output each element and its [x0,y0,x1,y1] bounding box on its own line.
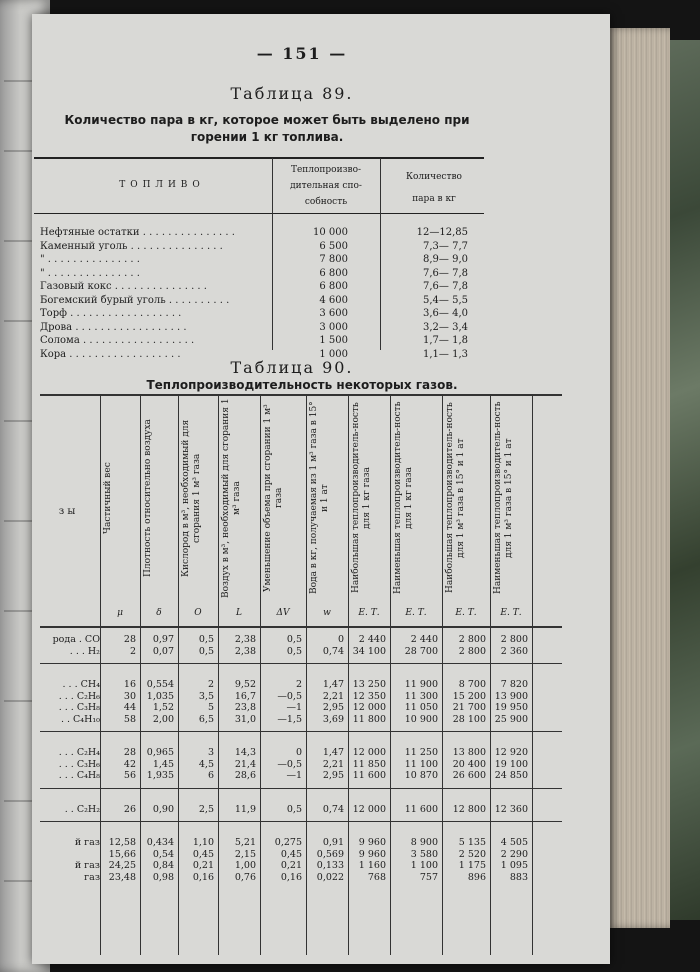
table-cell: 16,7 [234,690,256,702]
table-cell: 12 920 [494,747,528,758]
fuel-cell: Богемский бурый уголь . . . . . . . . . . [40,294,230,306]
column-symbol: Е. Т. [405,608,427,618]
table-cell: 9,52 [234,679,256,690]
table-cell: 6,5 [198,713,214,725]
table-cell: 0,74 [322,803,344,815]
fuel-cell: Каменный уголь . . . . . . . . . . . . . . . [40,240,223,252]
column-header: Кислород в м³, необходимый для сгорания 1 м³ газа [181,419,202,577]
table-cell: 2,38 [234,634,256,645]
table-cell: —0,5 [277,690,302,702]
fuel-cell: Газовый кокс . . . . . . . . . . . . . . . [40,281,207,292]
table-cell: 2 [129,645,136,657]
table-cell: 11 050 [404,702,438,713]
table-cell: 3 580 [410,848,438,860]
table-cell: 0,022 [316,871,344,883]
table-cell: 21 700 [452,702,486,713]
table-cell: 11,9 [234,803,256,815]
table-89-header-rule [34,213,484,214]
table-cell: 21,4 [234,758,256,770]
table-cell: 11 800 [352,713,386,725]
table-cell: 0,74 [322,645,344,657]
table-cell: 7 820 [500,679,528,690]
table-cell: 9 960 [358,837,386,848]
table-cell: 0,90 [152,803,174,815]
fuel-cell: " . . . . . . . . . . . . . . . [40,254,140,265]
table-cell: 13 900 [494,690,528,702]
heat-cell: 1 500 [319,335,348,346]
table-cell: —1,5 [277,713,302,725]
table-cell: 0,16 [192,871,214,883]
table-cell: 0,97 [152,634,174,645]
table-cell: 4,5 [198,758,214,770]
table-cell: 1 160 [358,860,386,871]
heat-cell: 7 800 [319,254,348,265]
table-cell: 2 440 [410,634,438,645]
table-cell: 2,21 [322,690,344,702]
table-cell: 5,21 [234,837,256,848]
table-89-top-rule [34,157,484,159]
column-symbol: δ [156,608,162,618]
table-cell: 1,035 [146,690,174,702]
table-cell: 0,5 [198,634,214,645]
gas-label: газ [84,871,100,883]
table-cell: 11 300 [404,690,438,702]
col-header-heat: Теплопроизво- дительная спо- собность [290,165,362,207]
column-symbol: Е. Т. [455,608,477,618]
table-90-caption: Теплопроизводительность некоторых газов. [146,378,458,392]
fuel-column [40,226,272,361]
fuel-cell: Солома . . . . . . . . . . . . . . . . . . [40,335,195,346]
heat-cell: 1 000 [319,348,348,360]
gas-label: й газ [74,837,100,848]
column-header: Наименьшая теплопроизводитель-ность для 1 м³ газа в 15° и 1 ат [493,401,514,595]
table-cell: 23,48 [108,871,136,883]
table-cell: 2 800 [458,634,486,645]
gas-label: рода . CO [52,634,100,645]
column-symbol: Е. Т. [358,608,380,618]
table-cell: 12 360 [494,803,528,815]
table-cell: 15,66 [108,848,136,860]
table-cell: 0,133 [316,860,344,871]
table-cell: 0,45 [280,848,302,860]
table-cell: 11 900 [404,679,438,690]
table-cell: 12 000 [352,702,386,713]
table-cell: 0,965 [146,747,174,758]
column-header: Частичный вес [103,462,113,534]
table-cell: 28 700 [404,645,438,657]
table-cell: 0,5 [198,645,214,657]
group-separator [40,731,562,732]
table-cell: 0,84 [152,860,174,871]
table-cell: 5 135 [458,837,486,848]
table-cell: 11 600 [352,770,386,781]
table-90-first-col-header: з ы [58,506,76,517]
table-cell: 1,47 [322,747,344,758]
table-cell: 1 095 [500,860,528,871]
steam-cell: 7,6— 7,8 [423,281,468,292]
fuel-cell: " . . . . . . . . . . . . . . . [40,267,140,279]
table-cell: 0,5 [286,634,302,645]
table-cell: —1 [286,770,302,781]
table-cell: 4 505 [500,837,528,848]
steam-cell: 1,1— 1,3 [423,348,468,360]
table-cell: 0,434 [146,837,174,848]
table-cell: 1 100 [410,860,438,871]
column-header: Уменьшение объема при сгорании 1 м³ газа [263,404,284,592]
table-cell: 1,45 [152,758,174,770]
table-cell: 1,52 [152,702,174,713]
table-cell: 2,95 [322,702,344,713]
table-cell: 28 100 [452,713,486,725]
table-cell: 11 600 [404,803,438,815]
column-header: Наибольшая теплопроизводитель-ность для 1 кг газа [351,402,372,594]
table-cell: 19 100 [494,758,528,770]
column-header: Вода в кг, получаемая из 1 м³ газа в 15° и 1 ат [309,401,330,595]
table-cell: 2 800 [458,645,486,657]
gas-label: . . . C₂H₄ [58,747,100,758]
gas-label: . . . C₂H₆ [58,690,100,702]
table-cell: 8 900 [410,837,438,848]
table-cell: 0,275 [274,837,302,848]
table-cell: 0,54 [152,848,174,860]
table-cell: 12 350 [352,690,386,702]
table-cell: 11 100 [404,758,438,770]
table-cell: 1,10 [192,837,214,848]
table-cell: 2,00 [152,713,174,725]
heat-cell: 6 800 [319,267,348,279]
table-cell: 24,25 [108,860,136,871]
table-cell: 0 [337,634,344,645]
table-cell: 26 [123,803,136,815]
column-header: Плотность относительно воздуха [143,419,153,577]
book-page-edges [608,28,670,928]
table-cell: 26 600 [452,770,486,781]
table-cell: 1,935 [146,770,174,781]
column-header: Воздух в м³, необходимый для сгорания 1 м³ газа [221,398,242,598]
steam-cell: 1,7— 1,8 [423,335,468,346]
table-cell: 0,76 [234,871,256,883]
heat-cell: 3 000 [319,321,348,333]
table-cell: 0,554 [146,679,174,690]
table-cell: 28 [123,747,136,758]
table-cell: 11 250 [404,747,438,758]
steam-cell: 8,9— 9,0 [423,254,468,265]
group-separator [40,663,562,664]
table-cell: 13 250 [352,679,386,690]
table-cell: 14,3 [234,747,256,758]
table-cell: 2 [295,679,302,690]
gas-label: . . . H₂ [69,645,100,657]
gas-label: . . C₂H₂ [64,803,100,815]
book-page [32,14,610,964]
steam-cell: 12—12,85 [416,227,468,238]
fuel-cell: Торф . . . . . . . . . . . . . . . . . . [40,308,182,319]
table-cell: 0,5 [286,803,302,815]
table-cell: 10 870 [404,770,438,781]
steam-cell: 7,6— 7,8 [423,267,468,279]
table-cell: 0,569 [316,848,344,860]
table-cell: 3 [207,747,214,758]
table-cell: 2 290 [500,848,528,860]
column-header: Наименьшая теплопроизводитель-ность для 1 кг газа [393,401,414,595]
gas-label: . . . CH₄ [62,679,100,690]
table-cell: 34 100 [352,645,386,657]
table-cell: 23,8 [234,702,256,713]
table-cell: 3,5 [198,690,214,702]
table-cell: 1 175 [458,860,486,871]
group-separator [40,788,562,789]
steam-cell: 3,2— 3,4 [423,321,468,333]
table-cell: 2,15 [234,848,256,860]
steam-cell: 3,6— 4,0 [423,308,468,319]
heat-column [280,226,348,361]
table-cell: 44 [123,702,136,713]
column-symbol: O [194,608,202,618]
table-cell: 0 [295,747,302,758]
table-cell: 12 000 [352,747,386,758]
column-symbol: w [323,608,331,618]
table-cell: 8 700 [458,679,486,690]
gas-label: . . . C₄H₈ [58,770,100,781]
table-90-title: Таблица 90. [230,358,354,377]
table-cell: 896 [467,871,486,883]
fuel-cell: Кора . . . . . . . . . . . . . . . . . . [40,348,181,360]
col-header-fuel: ТОПЛИВО [119,180,205,190]
table-cell: 0,07 [152,645,174,657]
fuel-cell: Дрова . . . . . . . . . . . . . . . . . . [40,321,187,333]
steam-column [392,226,468,361]
table-cell: 30 [123,690,136,702]
table-89-title: Таблица 89. [230,84,354,103]
table-cell: 2 520 [458,848,486,860]
heat-cell: 3 600 [319,308,348,319]
table-cell: 2,38 [234,645,256,657]
table-cell: 1,47 [322,679,344,690]
table-cell: 16 [123,679,136,690]
heat-cell: 10 000 [313,227,348,238]
table-cell: 5 [207,702,214,713]
table-cell: 56 [123,770,136,781]
table-cell: 0,16 [280,871,302,883]
table-cell: 0,21 [192,860,214,871]
gas-label: . . C₄H₁₀ [60,713,100,725]
table-cell: —0,5 [277,758,302,770]
table-cell: 2 440 [358,634,386,645]
table-cell: 757 [419,871,438,883]
fuel-cell: Нефтяные остатки . . . . . . . . . . . . . . . [40,227,235,238]
table-cell: 12 800 [452,803,486,815]
table-cell: 24 850 [494,770,528,781]
table-cell: 3,69 [322,713,344,725]
table-cell: 0,45 [192,848,214,860]
table-cell: 11 850 [352,758,386,770]
table-cell: 0,91 [322,837,344,848]
table-cell: 0,21 [280,860,302,871]
grid-vline [532,395,533,955]
table-cell: 12,58 [108,837,136,848]
table-cell: 31,0 [234,713,256,725]
heat-cell: 4 600 [319,294,348,306]
table-cell: 2,21 [322,758,344,770]
column-symbol: ΔV [276,608,290,618]
table-cell: 13 800 [452,747,486,758]
table-89-caption: Количество пара в кг, которое может быть выделено при горении 1 кг топлива. [64,113,470,144]
heat-cell: 6 800 [319,281,348,292]
table-cell: 2 800 [500,634,528,645]
column-header: Наибольшая теплопроизводитель-ность для 1 м³ газа в 15° и 1 ат [445,402,466,594]
gas-label: . . . C₃H₈ [58,702,100,713]
steam-cell: 5,4— 5,5 [423,294,468,306]
table-cell: 12 000 [352,803,386,815]
table-cell: 1,00 [234,860,256,871]
table-cell: 2 [207,679,214,690]
table-cell: 19 950 [494,702,528,713]
table-cell: 2,95 [322,770,344,781]
table-cell: 2 360 [500,645,528,657]
marbled-cover [668,40,700,920]
table-cell: 883 [509,871,528,883]
column-symbol: μ [117,608,123,618]
table-cell: 15 200 [452,690,486,702]
table-cell: 6 [207,770,214,781]
heat-cell: 6 500 [319,240,348,252]
table-cell: 25 900 [494,713,528,725]
column-symbol: Е. Т. [500,608,522,618]
table-cell: 20 400 [452,758,486,770]
table-cell: 28,6 [234,770,256,781]
table-cell: 768 [367,871,386,883]
table-cell: —1 [286,702,302,713]
column-symbol: L [236,608,242,618]
table-cell: 28 [123,634,136,645]
table-cell: 0,98 [152,871,174,883]
table-cell: 58 [123,713,136,725]
group-separator [40,821,562,822]
table-cell: 10 900 [404,713,438,725]
page-number: — 151 — [256,44,348,63]
gas-label: . . . C₃H₆ [58,758,100,770]
table-cell: 2,5 [198,803,214,815]
col-header-steam: Количество пара в кг [406,172,462,204]
table-cell: 9 960 [358,848,386,860]
table-cell: 0,5 [286,645,302,657]
steam-cell: 7,3— 7,7 [423,240,468,252]
gas-label: й газ [74,860,100,871]
table-cell: 42 [123,758,136,770]
